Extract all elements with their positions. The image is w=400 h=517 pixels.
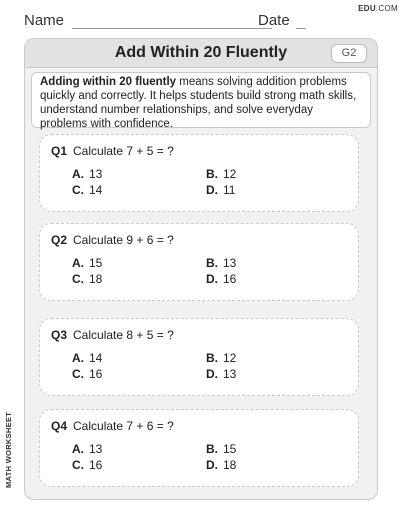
- option-letter: A.: [72, 351, 84, 365]
- question-header: [51, 328, 174, 342]
- question-text: Calculate 9 + 6 = ?: [73, 233, 174, 247]
- option-a[interactable]: [72, 256, 102, 270]
- option-letter: D.: [206, 367, 218, 381]
- option-letter: A.: [72, 256, 84, 270]
- worksheet-title: Add Within 20 Fluently: [114, 44, 288, 61]
- question-number: Q2: [51, 233, 68, 247]
- name-field[interactable]: [72, 28, 272, 29]
- option-value: 18: [223, 458, 237, 472]
- option-value: 13: [89, 167, 103, 181]
- option-d[interactable]: [206, 183, 235, 197]
- title-bar: [25, 39, 377, 68]
- option-letter: C.: [72, 458, 84, 472]
- question-number: Q4: [51, 419, 68, 433]
- option-value: 14: [89, 351, 103, 365]
- question-number: Q3: [51, 328, 68, 342]
- option-value: 11: [223, 183, 236, 197]
- option-letter: B.: [206, 351, 218, 365]
- question-text: Calculate 7 + 6 = ?: [73, 419, 174, 433]
- option-letter: D.: [206, 272, 218, 286]
- brand-main: EDU: [358, 4, 376, 13]
- option-d[interactable]: [206, 367, 236, 381]
- date-label: Date: [258, 12, 290, 29]
- option-value: 12: [223, 351, 237, 365]
- name-date-row: [24, 10, 376, 32]
- option-value: 13: [89, 442, 103, 456]
- option-c[interactable]: [72, 272, 102, 286]
- option-letter: D.: [206, 183, 218, 197]
- option-letter: A.: [72, 167, 84, 181]
- option-d[interactable]: [206, 458, 236, 472]
- option-b[interactable]: [206, 351, 236, 365]
- option-letter: C.: [72, 183, 84, 197]
- question-text: Calculate 7 + 5 = ?: [73, 144, 174, 158]
- question-header: [51, 419, 174, 433]
- side-label: MATH WORKSHEET: [4, 411, 13, 488]
- option-letter: B.: [206, 256, 218, 270]
- question-number: Q1: [51, 144, 68, 158]
- intro-box: [31, 72, 371, 128]
- option-a[interactable]: [72, 442, 102, 456]
- option-value: 16: [223, 272, 237, 286]
- question-text: Calculate 8 + 5 = ?: [73, 328, 174, 342]
- option-a[interactable]: [72, 351, 102, 365]
- option-b[interactable]: [206, 167, 236, 181]
- question-card-4: [39, 409, 359, 487]
- question-card-2: [39, 223, 359, 301]
- option-b[interactable]: [206, 442, 236, 456]
- option-c[interactable]: [72, 367, 102, 381]
- option-d[interactable]: [206, 272, 236, 286]
- name-label: Name: [24, 12, 65, 29]
- option-value: 12: [223, 167, 237, 181]
- option-letter: A.: [72, 442, 84, 456]
- option-letter: D.: [206, 458, 218, 472]
- option-c[interactable]: [72, 458, 102, 472]
- option-a[interactable]: [72, 167, 102, 181]
- option-letter: B.: [206, 442, 218, 456]
- option-b[interactable]: [206, 256, 236, 270]
- brand-logo: [358, 4, 398, 13]
- question-header: [51, 233, 174, 247]
- question-card-1: [39, 134, 359, 212]
- option-value: 14: [89, 183, 103, 197]
- option-value: 13: [223, 367, 237, 381]
- worksheet-panel: [24, 38, 378, 500]
- option-letter: C.: [72, 272, 84, 286]
- option-value: 18: [89, 272, 103, 286]
- option-letter: C.: [72, 367, 84, 381]
- grade-badge: G2: [331, 44, 367, 63]
- option-c[interactable]: [72, 183, 102, 197]
- option-letter: B.: [206, 167, 218, 181]
- question-card-3: [39, 318, 359, 396]
- intro-text: means solving addition problems quickly and correctly. It helps students build strong math skills, understand number relationships, and solve everyday problems with confidence.: [40, 76, 357, 130]
- brand-suffix: .COM: [375, 4, 398, 13]
- option-value: 16: [89, 367, 103, 381]
- date-field[interactable]: [296, 28, 306, 29]
- option-value: 15: [223, 442, 237, 456]
- intro-bold-text: Adding within 20 fluently: [40, 76, 177, 88]
- option-value: 15: [89, 256, 103, 270]
- option-value: 16: [89, 458, 103, 472]
- question-header: [51, 144, 174, 158]
- option-value: 13: [223, 256, 237, 270]
